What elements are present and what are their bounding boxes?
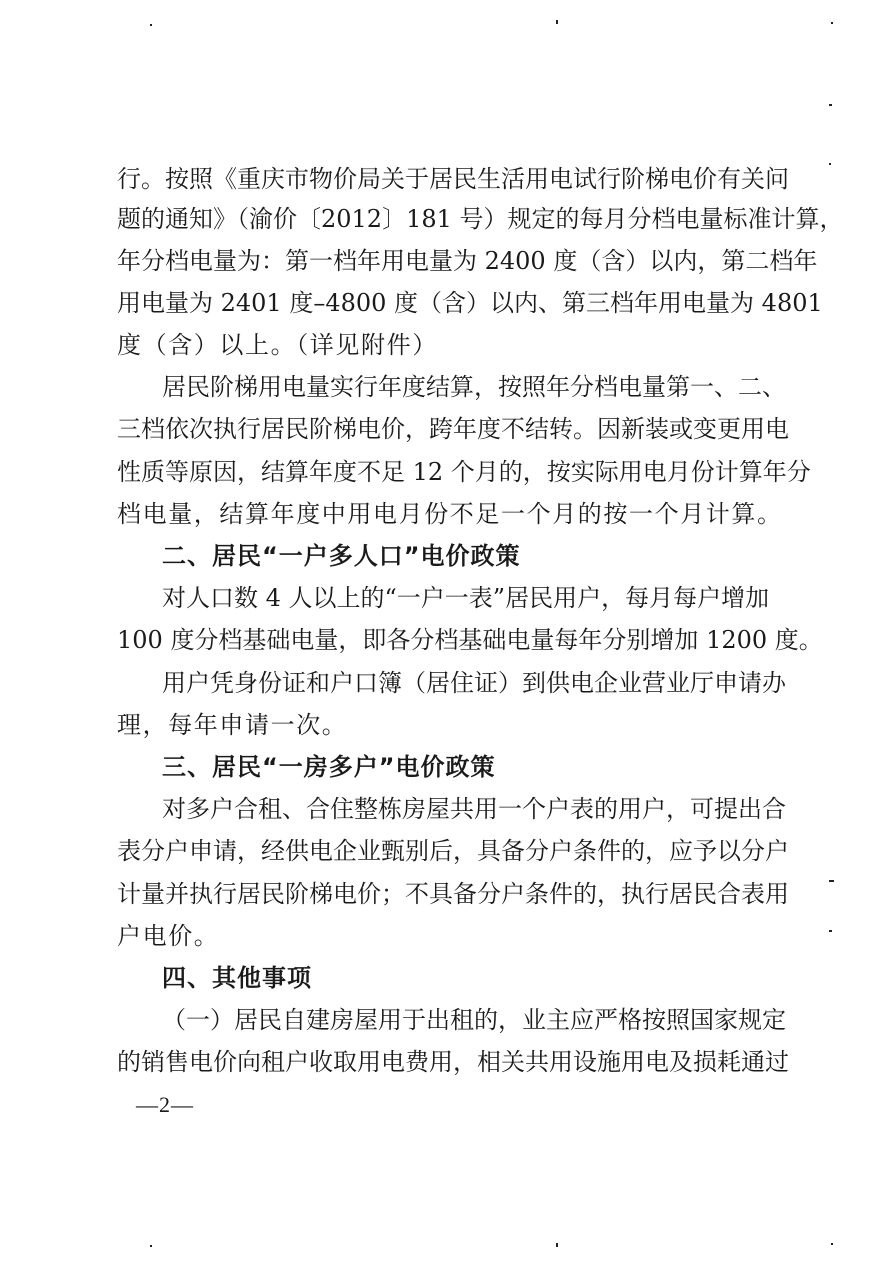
- text-line: 度（含）以上。（详见附件）: [117, 331, 438, 359]
- text-line: 居民阶梯用电量实行年度结算，按照年分档电量第一、二、: [162, 373, 786, 401]
- text-line: 表分户申请，经供电企业甄别后，具备分户条件的，应予以分户: [117, 837, 789, 865]
- scan-mark-right-3: [829, 880, 834, 882]
- scan-mark-top-right: [831, 22, 833, 24]
- text-line: 行。按照《重庆市物价局关于居民生活用电试行阶梯电价有关问: [117, 165, 789, 193]
- scan-mark-bottom-right: [831, 1243, 833, 1245]
- text-line: 对多户合租、合住整栋房屋共用一个户表的用户，可提出合: [162, 795, 786, 823]
- text-line: 用电量为 2401 度–4800 度（含）以内、第三档年用电量为 4801: [117, 289, 823, 317]
- text-line: 理，每年申请一次。: [117, 711, 348, 739]
- section-heading: 四、其他事项: [162, 964, 312, 992]
- scan-mark-top-center: [556, 20, 558, 24]
- text-line: 三档依次执行居民阶梯电价，跨年度不结转。因新装或变更用电: [117, 415, 789, 443]
- scan-mark-bottom-left: [150, 1245, 152, 1247]
- text-line: 100 度分档基础电量，即各分档基础电量每年分别增加 1200 度。: [117, 626, 823, 654]
- text-line: 户电价。: [117, 922, 220, 950]
- text-line: 性质等原因，结算年度不足 12 个月的，按实际用电月份计算年分: [117, 458, 811, 486]
- text-line: 档电量，结算年度中用电月份不足一个月的按一个月计算。: [117, 500, 783, 528]
- text-line: 对人口数 4 人以上的“一户一表”居民用户，每月每户增加: [162, 584, 770, 612]
- scan-mark-bottom-center: [556, 1243, 558, 1247]
- text-line: 用户凭身份证和户口簿（居住证）到供电企业营业厅申请办: [162, 669, 786, 697]
- scan-mark-right-2: [829, 163, 831, 165]
- section-heading: 二、居民“一户多人口”电价政策: [162, 542, 521, 570]
- scan-mark-top-left: [150, 24, 152, 26]
- scan-mark-right-4: [829, 930, 832, 932]
- page-number: —2—: [136, 1092, 194, 1117]
- text-line: 年分档电量为：第一档年用电量为 2400 度（含）以内，第二档年: [117, 247, 818, 275]
- text-line: 计量并执行居民阶梯电价；不具备分户条件的，执行居民合表用: [117, 880, 789, 908]
- section-heading: 三、居民“一房多户”电价政策: [162, 753, 496, 781]
- scan-mark-right-1: [829, 104, 832, 106]
- text-line: 的销售电价向租户收取用电费用，相关共用设施用电及损耗通过: [117, 1048, 789, 1076]
- text-line: （一）居民自建房屋用于出租的，业主应严格按照国家规定: [162, 1006, 786, 1034]
- text-line: 题的通知》（渝价〔2012〕181 号）规定的每月分档电量标准计算，: [117, 205, 844, 233]
